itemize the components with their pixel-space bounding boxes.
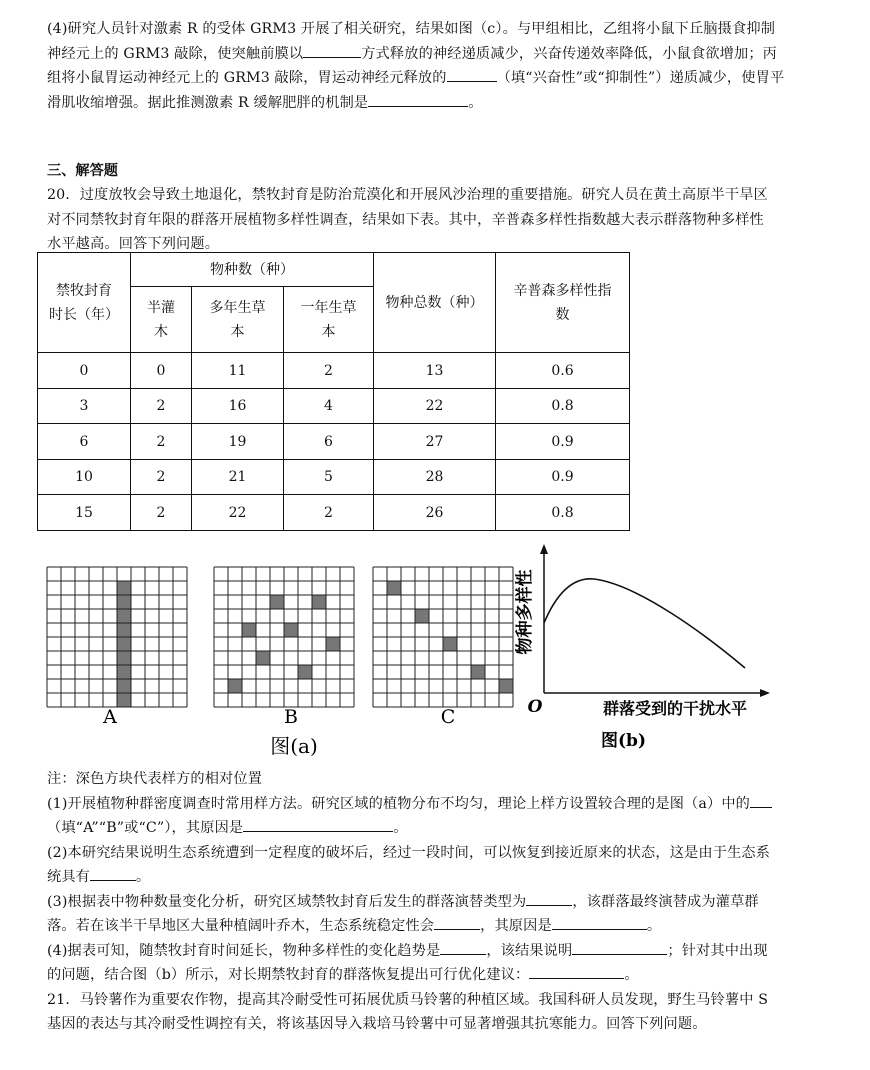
header-species-count: 物种数（种）: [131, 253, 374, 287]
text-line: 基因的表达与其冷耐受性调控有关，将该基因导入栽培马铃薯中可显著增强其抗寒能力。回答下列问题。: [47, 1016, 707, 1032]
quadrat-cell: [270, 595, 284, 609]
text-line: 水平越高。回答下列问题。: [47, 236, 220, 252]
header-shrub: 半灌 木: [131, 287, 192, 353]
grid-a: [47, 567, 187, 707]
text-line: 滑肌收缩增强。据此推测激素 R 缓解肥胖的机制是 。: [47, 91, 832, 116]
quadrat-cell: [228, 679, 242, 693]
answer-blank[interactable]: [526, 891, 572, 906]
answer-blank[interactable]: [447, 67, 497, 82]
quadrat-cell: [117, 609, 131, 623]
text-line: (3)根据表中物种数量变化分析，研究区域禁牧封育后发生的群落演替类型为 ，该群落最终演替成为灌草群: [47, 890, 832, 915]
note: 注：深色方块代表样方的相对位置: [47, 771, 263, 787]
quadrat-cell: [117, 637, 131, 651]
quadrat-cell: [312, 595, 326, 609]
text-line: 20．过度放牧会导致土地退化，禁牧封育是防治荒漠化和开展风沙治理的重要措施。研究人员在黄土高原半干旱区: [47, 187, 768, 203]
answer-blank[interactable]: [552, 915, 647, 930]
figure-b-caption: 图(b): [601, 731, 646, 751]
answer-blank[interactable]: [529, 964, 624, 979]
quadrat-cell: [256, 651, 270, 665]
text-line: 统具有 。: [47, 865, 832, 890]
text-line: 神经元上的 GRM3 敲除，使突触前膜以 方式释放的神经递质减少，兴奋传递效率降低，小鼠食欲增加；丙: [47, 42, 832, 67]
label-b: B: [284, 706, 298, 728]
grid-b: [214, 567, 354, 707]
quadrat-cell: [242, 623, 256, 637]
quadrat-cell: [117, 693, 131, 707]
x-axis-arrow-icon: [760, 689, 770, 697]
origin-label: O: [527, 697, 543, 717]
species-table: [37, 252, 630, 531]
quadrat-cell: [499, 679, 513, 693]
text-line: (1)开展植物种群密度调查时常用样方法。研究区域的植物分布不均匀，理论上样方设置较合理的是图（a）中的: [47, 792, 832, 817]
quadrat-cell: [117, 623, 131, 637]
quadrat-cell: [443, 637, 457, 651]
grid-c: [373, 567, 513, 707]
quadrat-cell: [471, 665, 485, 679]
header-perennial: 多年生草 本: [192, 287, 284, 353]
quadrat-cell: [284, 623, 298, 637]
x-axis-label: 群落受到的干扰水平: [602, 699, 748, 718]
label-c: C: [440, 706, 456, 728]
header-total: 物种总数（种）: [374, 253, 496, 353]
quadrat-cell: [415, 609, 429, 623]
header-simpson: 辛普森多样性指 数: [496, 253, 630, 353]
header-duration: 禁牧封育 时长（年）: [38, 253, 131, 353]
answer-blank[interactable]: [440, 940, 486, 955]
text-line: 21．马铃薯作为重要农作物，提高其冷耐受性可拓展优质马铃薯的种植区域。我国科研人员发现，野生马铃薯中 S: [47, 991, 769, 1008]
diversity-curve: [544, 579, 745, 668]
answer-blank[interactable]: [434, 915, 480, 930]
q20-stem: [47, 183, 832, 257]
answer-blank[interactable]: [368, 92, 468, 107]
text-line: (4)研究人员针对激素 R 的受体 GRM3 开展了相关研究，结果如图（c）。与甲组相比，乙组将小鼠下丘脑摄食抑制: [47, 21, 776, 37]
quadrat-cell: [298, 665, 312, 679]
text-line: 落。若在该半干旱地区大量种植阔叶乔木，生态系统稳定性会 ，其原因是 。: [47, 914, 832, 939]
q20-subquestions: [47, 767, 832, 1037]
text-line: 的问题，结合图（b）所示，对长期禁牧封育的群落恢复提出可行优化建议： 。: [47, 963, 832, 988]
table-row: 6 2 19 6 27 0.9: [38, 424, 630, 460]
y-axis-arrow-icon: [540, 544, 548, 554]
table-row: 3 2 16 4 22 0.8: [38, 389, 630, 424]
label-a: A: [103, 706, 117, 728]
text-line: (2)本研究结果说明生态系统遭到一定程度的破坏后，经过一段时间，可以恢复到接近原来的状态，这是由于生态系: [47, 844, 771, 861]
answer-blank[interactable]: [90, 866, 136, 881]
quadrat-cell: [117, 665, 131, 679]
answer-blank[interactable]: [750, 793, 772, 808]
quadrat-cell: [117, 679, 131, 693]
figures-svg: [0, 540, 870, 770]
q19-part4-paragraph: [47, 17, 832, 115]
table-row: 0 0 11 2 13 0.6: [38, 353, 630, 389]
table-row: 15 2 22 2 26 0.8: [38, 495, 630, 531]
table-row: 10 2 21 5 28 0.9: [38, 460, 630, 495]
answer-blank[interactable]: [303, 43, 361, 58]
quadrat-cell: [326, 637, 340, 651]
answer-blank[interactable]: [243, 817, 393, 832]
quadrat-cell: [387, 581, 401, 595]
quadrat-cell: [117, 595, 131, 609]
figure-a-caption: 图(a): [270, 734, 318, 758]
header-annual: 一年生草 本: [284, 287, 374, 353]
text-line: 组将小鼠胃运动神经元上的 GRM3 敲除，胃运动神经元释放的 （填“兴奋性”或“抑制性”）递质减少，使胃平: [47, 66, 832, 91]
y-axis-label: 物种多样性: [515, 569, 535, 655]
quadrat-cell: [117, 651, 131, 665]
text-line: 对不同禁牧封育年限的群落开展植物多样性调查，结果如下表。其中，辛普森多样性指数越大表示群落物种多样性: [47, 211, 764, 228]
text-line: （填“A”“B”或“C”），其原因是 。: [47, 816, 832, 841]
quadrat-cell: [117, 581, 131, 595]
text-line: (4)据表可知，随禁牧封育时间延长，物种多样性的变化趋势是 ，该结果说明 ；针对其中出现: [47, 939, 832, 964]
section-title: 三、解答题: [47, 163, 118, 179]
answer-blank[interactable]: [572, 940, 667, 955]
figure-b: [514, 544, 770, 751]
